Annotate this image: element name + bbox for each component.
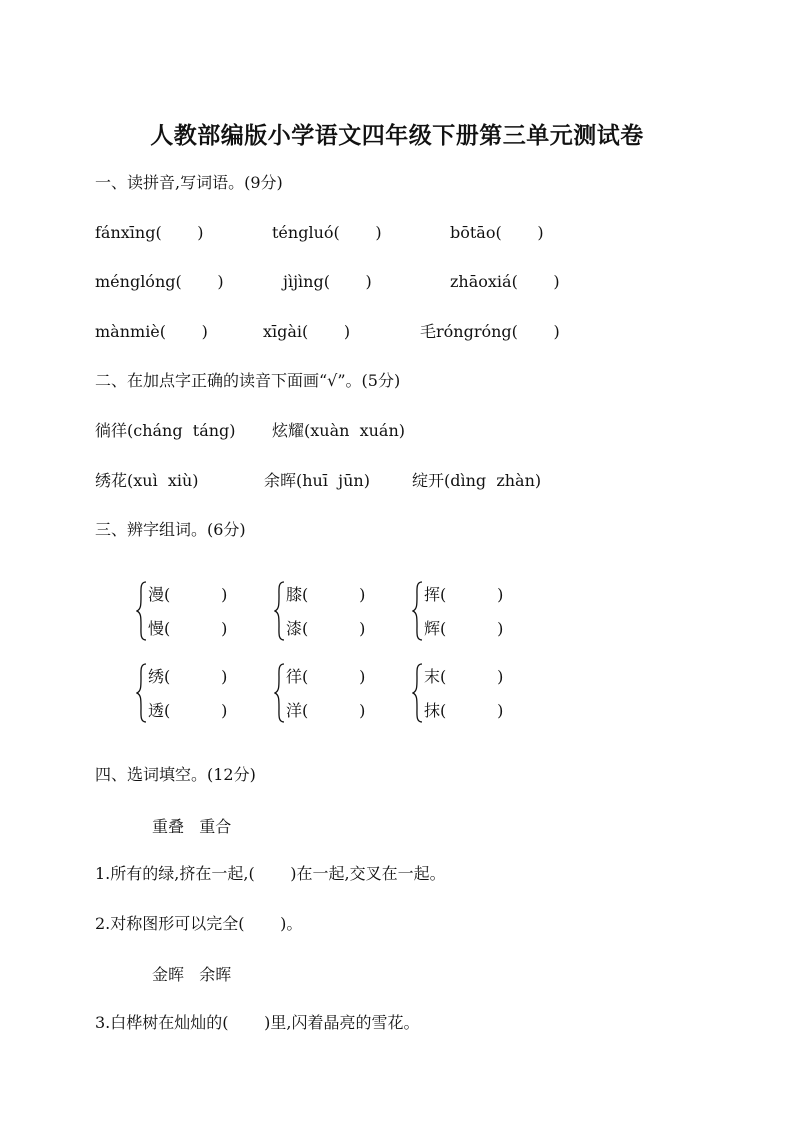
char-word-top: 膝( ) <box>286 585 366 604</box>
brace-icon <box>274 581 286 641</box>
word-options: 金晖 余晖 <box>152 965 232 984</box>
brace-icon <box>136 581 148 641</box>
fill-question: 2.对称图形可以完全( )。 <box>95 914 303 933</box>
char-word-bottom: 透( ) <box>148 701 228 720</box>
char-pair-group <box>412 663 542 725</box>
char-word-bottom: 漆( ) <box>286 619 366 638</box>
pinyin-item: jìjìng( ) <box>283 272 372 291</box>
char-pair-group <box>274 581 404 643</box>
pinyin-item: bōtāo( ) <box>450 223 544 242</box>
reading-choice: 徜徉(cháng táng) <box>95 421 236 440</box>
brace-icon <box>136 663 148 723</box>
char-word-bottom: 洋( ) <box>286 701 366 720</box>
fill-question: 3.白桦树在灿灿的( )里,闪着晶亮的雪花。 <box>95 1013 420 1032</box>
char-word-bottom: 慢( ) <box>148 619 228 638</box>
pinyin-item: zhāoxiá( ) <box>450 272 560 291</box>
word-options: 重叠 重合 <box>152 817 232 836</box>
brace-icon <box>412 663 424 723</box>
char-word-top: 挥( ) <box>424 585 504 604</box>
pinyin-item: 毛róngróng( ) <box>420 322 560 341</box>
char-word-top: 徉( ) <box>286 667 366 686</box>
char-pair-group <box>412 581 542 643</box>
char-word-top: 漫( ) <box>148 585 228 604</box>
char-pair-group <box>136 581 266 643</box>
char-word-bottom: 抹( ) <box>424 701 504 720</box>
pinyin-item: ménglóng( ) <box>95 272 224 291</box>
char-word-bottom: 辉( ) <box>424 619 504 638</box>
reading-choice: 绽开(dìng zhàn) <box>412 471 542 490</box>
pinyin-item: xīgài( ) <box>263 322 351 341</box>
fill-question: 1.所有的绿,挤在一起,( )在一起,交叉在一起。 <box>95 864 446 883</box>
reading-choice: 炫耀(xuàn xuán) <box>272 421 406 440</box>
pinyin-item: fánxīng( ) <box>95 223 204 242</box>
pinyin-item: téngluó( ) <box>272 223 382 242</box>
page-title: 人教部编版小学语文四年级下册第三单元测试卷 <box>150 122 644 149</box>
char-word-top: 末( ) <box>424 667 504 686</box>
pinyin-item: mànmiè( ) <box>95 322 208 341</box>
char-pair-group <box>274 663 404 725</box>
section2-heading: 二、在加点字正确的读音下面画“√”。(5分) <box>95 371 401 390</box>
char-pair-group <box>136 663 266 725</box>
reading-choice: 绣花(xuì xiù) <box>95 471 199 490</box>
char-word-top: 绣( ) <box>148 667 228 686</box>
section4-heading: 四、选词填空。(12分) <box>95 765 256 784</box>
reading-choice: 余晖(huī jūn) <box>264 471 370 490</box>
section3-heading: 三、辨字组词。(6分) <box>95 520 246 539</box>
brace-icon <box>274 663 286 723</box>
section1-heading: 一、读拼音,写词语。(9分) <box>95 173 283 192</box>
brace-icon <box>412 581 424 641</box>
